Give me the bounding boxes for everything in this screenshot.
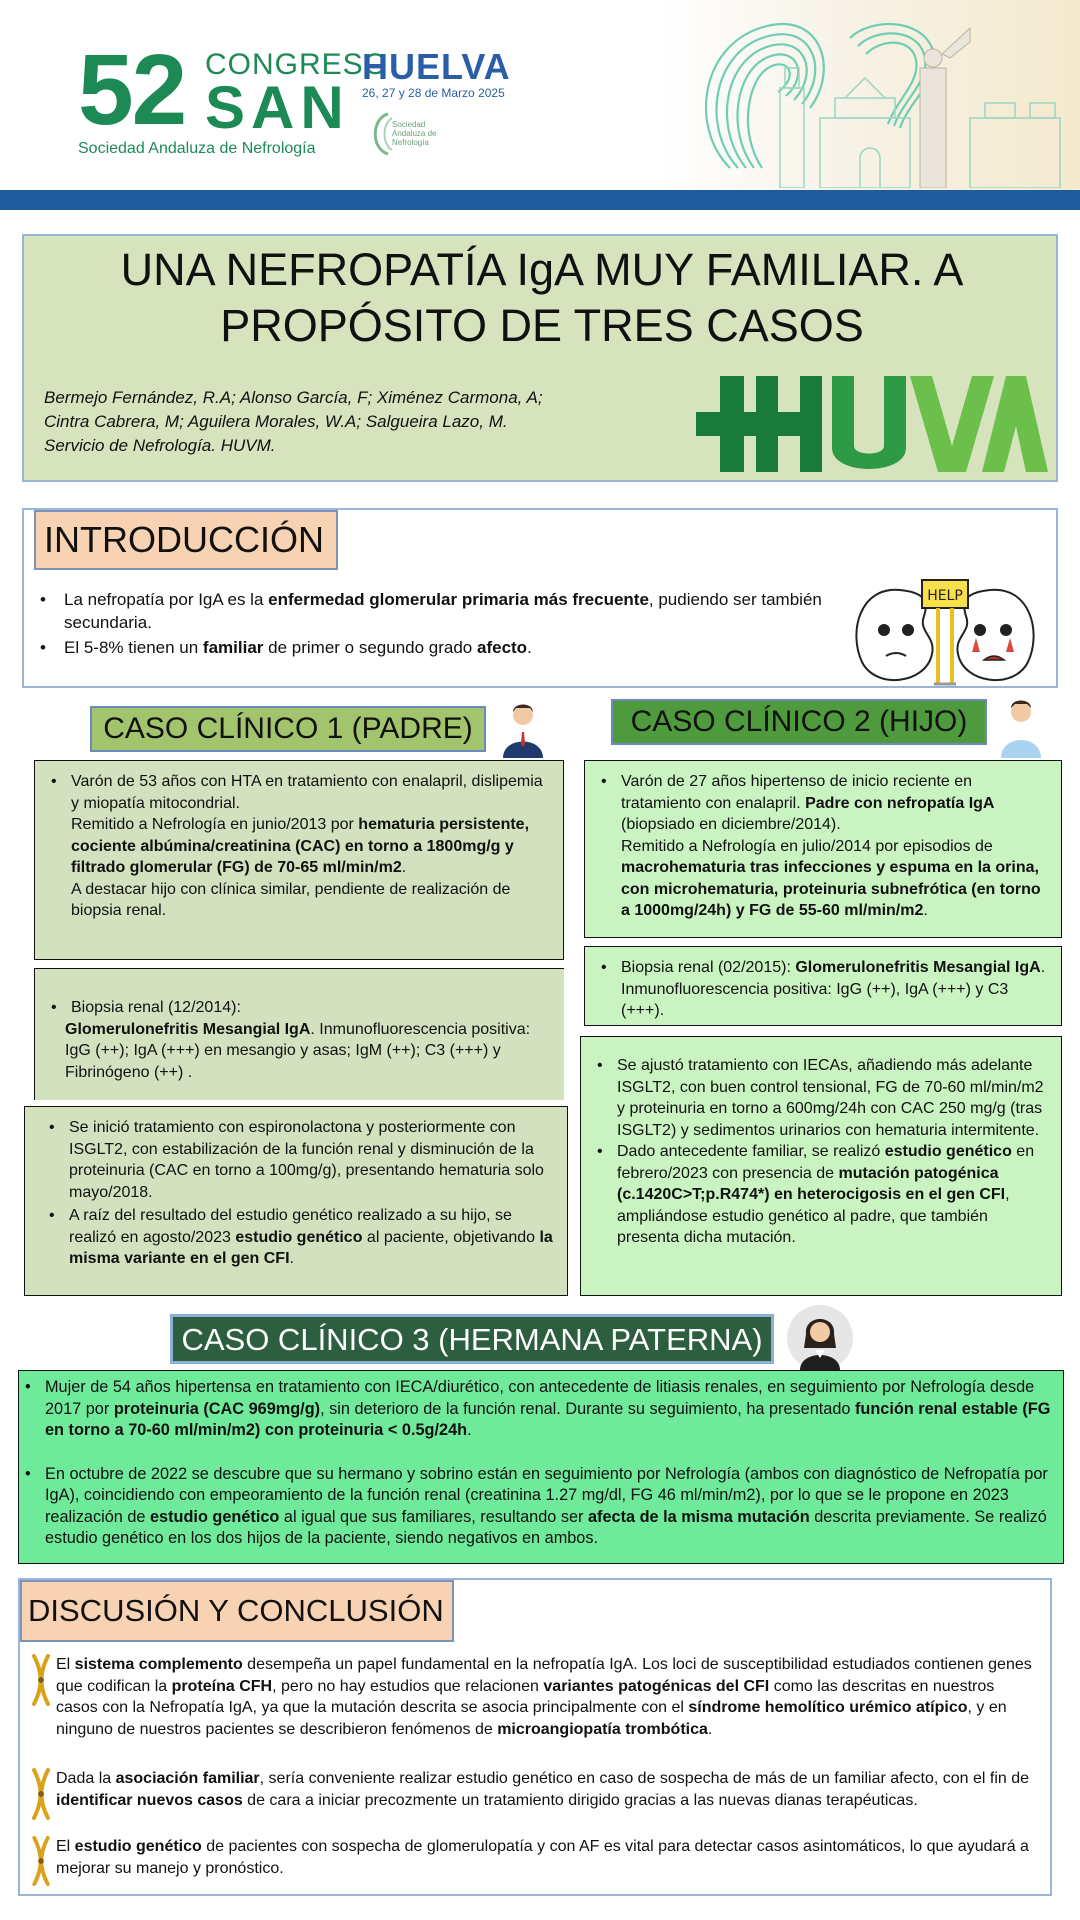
congress-city: HUELVA — [362, 46, 511, 87]
case1-heading: CASO CLÍNICO 1 (PADRE) — [90, 706, 486, 752]
case3-heading: CASO CLÍNICO 3 (HERMANA PATERNA) — [170, 1314, 774, 1364]
case3-bullet-1: • Mujer de 54 años hipertensa en tratamiento con IECA/diurético, con antecedente de litiasis renales, en seguimiento por Nefrología desde 2017 por proteinuria (CAC 969mg/g), sin deterioro de la función renal. Durante su seguimiento, ha presentado función renal estable (FG en torno a 70-60 ml/min/m2) con proteinuria < 0.5g/24h. — [23, 1377, 1053, 1442]
poster-title — [44, 242, 1040, 354]
discussion-heading: DISCUSIÓN Y CONCLUSIÓN — [20, 1580, 454, 1642]
congress-acronym: SAN — [205, 74, 350, 141]
introduction-heading: INTRODUCCIÓN — [34, 510, 338, 570]
huvm-hospital-logo — [696, 376, 1048, 474]
congress-header — [0, 0, 1080, 190]
case1-box-treatment — [24, 1106, 568, 1296]
case1-biopsy-bullet — [49, 997, 552, 1083]
chromosome-icon — [30, 1768, 52, 1820]
authors-line-1: Bermejo Fernández, R.A; Alonso García, F; Ximénez Carmona, A; — [44, 388, 543, 407]
kidneys-help-cartoon-icon — [840, 572, 1050, 686]
congress-label: CONGRESO — [205, 48, 389, 81]
title-panel — [22, 234, 1058, 482]
case2-box-biopsy — [584, 946, 1062, 1026]
case1-box-presentation — [34, 760, 564, 960]
case2-box-presentation — [584, 760, 1062, 938]
case2-biopsy-bullet: • Biopsia renal (02/2015): Glomerulonefritis Mesangial IgA. Inmunofluorescencia positiva: IgG (++), IgA (+++) y C3 (+++). — [599, 957, 1049, 1022]
introduction-panel — [22, 508, 1058, 688]
case3-bullet-2: • En octubre de 2022 se descubre que su hermano y sobrino están en seguimiento por Nefrología (ambos con diagnóstico de Nefropatía por IgA), coincidiendo con empeoramiento de la función renal (creatinina 1.27 mg/dl, FG 46 ml/min/m2), por lo que se le propone en 2023 realización de estudio genético al igual que sus familiares, resultando ser afecta de la misma mutación descrita previamente. Se realizó estudio genético en los dos hijos de la paciente, siendo negativos en ambos. — [23, 1464, 1053, 1550]
case1-biopsy-date: • Biopsia renal (12/2014): — [71, 999, 241, 1016]
authors-line-2: Cintra Cabrera, M; Aguilera Morales, W.A; Salgueira Lazo, M. — [44, 412, 508, 431]
young-man-avatar-icon — [996, 696, 1046, 758]
intro-bullet-2: • El 5-8% tienen un familiar de primer o segundo grado afecto. — [38, 636, 838, 659]
case2-box-treatment — [580, 1036, 1062, 1296]
case1-box-biopsy — [34, 968, 564, 1100]
society-mini-logo-text: Sociedad Andaluza de Nefrología — [392, 120, 437, 147]
poster-title-line-1: UNA NEFROPATÍA IgA MUY FAMILIAR. A — [120, 244, 964, 295]
authors-line-3: Servicio de Nefrología. HUVM. — [44, 436, 276, 455]
case2-heading: CASO CLÍNICO 2 (HIJO) — [611, 699, 987, 745]
case1-presentation-line-3: A destacar hijo con clínica similar, pendiente de realización de biopsia renal. — [71, 880, 511, 919]
discussion-point-2: Dada la asociación familiar, sería conveniente realizar estudio genético en caso de sospecha de más de un familiar afecto, con el fin de identificar nuevos casos de cara a iniciar precozmente un tratamiento dirigido gracias a las nuevas dianas terapéuticas. — [30, 1768, 1040, 1811]
case1-treatment-bullet-2: • A raíz del resultado del estudio genético realizado a su hijo, se realizó en agosto/2023 estudio genético al paciente, objetivando la misma variante en el gen CFI. — [47, 1205, 555, 1270]
case1-presentation-bullet — [49, 771, 551, 922]
case2-treatment-bullet-2: • Dado antecedente familiar, se realizó estudio genético en febrero/2023 con presencia de mutación patogénica (c.1420C>T;p.R474*) en heterocigosis en el gen CFI, ampliándose estudio genético al padre, que también presenta dicha mutación. — [595, 1141, 1049, 1249]
case1-treatment-bullet-1: • Se inició tratamiento con espironolactona y posteriormente con ISGLT2, con estabilización de la función renal y disminución de la proteinuria (CAC en torno a 100mg/g), presentando hematuria solo mayo/2018. — [47, 1117, 555, 1203]
help-sign-text: HELP — [927, 588, 963, 604]
case1-presentation-line-2: Remitido a Nefrología en junio/2013 por hematuria persistente, cociente albúmina/creatinina (CAC) en torno a 1800mg/g y filtrado glomerular (FG) de 70-65 ml/min/m2. — [71, 816, 530, 876]
case1-presentation-line-1: • Varón de 53 años con HTA en tratamiento con enalapril, dislipemia y miopatía mitocondrial. — [71, 773, 543, 812]
chromosome-icon — [30, 1654, 52, 1706]
discussion-point-3: El estudio genético de pacientes con sospecha de glomerulopatía y con AF es vital para detectar casos asintomáticos, lo que ayudará a mejorar su manejo y pronóstico. — [30, 1836, 1040, 1879]
discussion-point-1: El sistema complemento desempeña un papel fundamental en la nefropatía IgA. Los loci de susceptibilidad estudiados contienen genes que codifican la proteína CFH, pero no hay estudios que relacionen variantes patogénicas del CFI como las descritas en nuestros casos con la Nefropatía IgA, ya que la mutación descrita se asocia principalmente con el síndrome hemolítico urémico atípico, y en ninguno de nuestros pacientes se describieron fenómenos de microangiopatía trombótica. — [30, 1654, 1040, 1740]
society-name: Sociedad Andaluza de Nefrología — [78, 140, 316, 157]
poster-title-line-2: PROPÓSITO DE TRES CASOS — [220, 300, 864, 351]
discussion-panel — [18, 1578, 1052, 1896]
chromosome-icon — [30, 1836, 52, 1886]
intro-bullet-1: • La nefropatía por IgA es la enfermedad glomerular primaria más frecuente, pudiendo ser también secundaria. — [38, 588, 838, 634]
case2-presentation-bullet — [599, 771, 1049, 922]
congress-dates: 26, 27 y 28 de Marzo 2025 — [362, 86, 505, 100]
congress-edition-number: 52 — [78, 34, 186, 146]
woman-avatar-icon — [786, 1304, 854, 1372]
huelva-monument-illustration-icon — [670, 8, 1070, 188]
authors-block — [44, 386, 604, 458]
man-suit-avatar-icon — [500, 700, 546, 758]
case2-treatment-bullet-1: • Se ajustó tratamiento con IECAs, añadiendo más adelante ISGLT2, con buen control tensional, FG de 70-60 ml/min/m2 y proteinuria en torno a 600mg/24h con CAC 250 mg/g (tras ISGLT2) y sedimentos urinarios con hematuria intermitente. — [595, 1055, 1049, 1141]
header-blue-band — [0, 190, 1080, 210]
case1-biopsy-result: Glomerulonefritis Mesangial IgA. Inmunofluorescencia positiva: IgG (++); IgA (+++) en mesangio y asas; IgM (++); C3 (+++) y Fibrinógeno (++) . — [65, 1020, 531, 1081]
case3-box — [18, 1370, 1064, 1564]
introduction-list — [38, 588, 838, 659]
case2-presentation-line-1: • Varón de 27 años hipertenso de inicio reciente en tratamiento con enalapril. Padre con nefropatía IgA (biopsiado en diciembre/2014). — [621, 773, 995, 833]
case2-presentation-line-2: Remitido a Nefrología en julio/2014 por episodios de macrohematuria tras infecciones y espuma en la orina, con microhematuria, proteinuria subnefrótica (en torno a 1000mg/24h) y FG de 55-60 ml/min/m2. — [621, 837, 1041, 919]
